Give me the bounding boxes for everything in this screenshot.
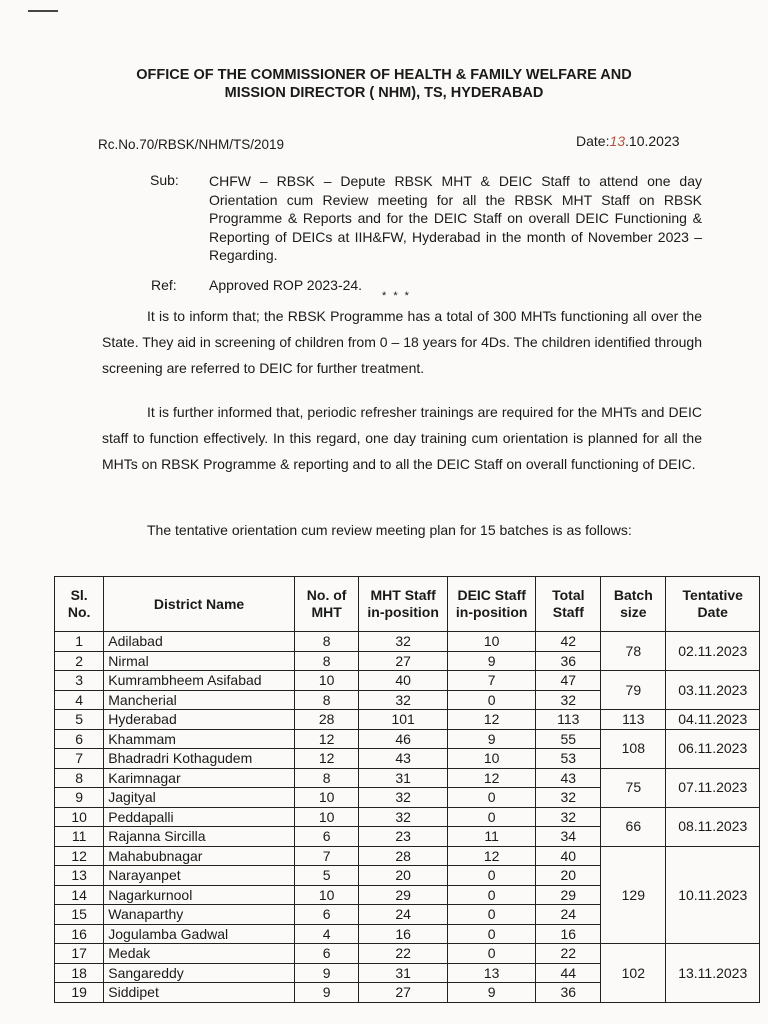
mht-count-cell: 6 [294,905,359,925]
total-staff-cell: 32 [536,807,601,827]
table-row [55,846,760,866]
deic-staff-cell: 0 [447,905,536,925]
ref-label: Ref: [151,277,177,293]
mht-staff-cell: 16 [359,924,448,944]
mht-count-cell: 10 [294,788,359,808]
total-staff-cell: 16 [536,924,601,944]
column-header: MHT Staff in-position [359,577,448,632]
total-staff-cell: 32 [536,788,601,808]
total-staff-cell: 32 [536,690,601,710]
mht-count-cell: 9 [294,963,359,983]
table-row [55,710,760,730]
date-label: Date: [576,133,610,149]
table-row [55,768,760,788]
mht-count-cell: 10 [294,807,359,827]
column-header: Total Staff [536,577,601,632]
tentative-date-cell: 04.11.2023 [666,710,760,730]
deic-staff-cell: 9 [447,729,536,749]
district-cell: Khammam [104,729,295,749]
serial-cell: 11 [55,827,104,847]
deic-staff-cell: 10 [447,632,536,652]
total-staff-cell: 42 [536,632,601,652]
serial-cell: 9 [55,788,104,808]
mht-staff-cell: 32 [359,690,448,710]
total-staff-cell: 113 [536,710,601,730]
paragraph-2 [102,399,702,477]
total-staff-cell: 36 [536,651,601,671]
mht-count-cell: 6 [294,944,359,964]
mht-staff-cell: 40 [359,671,448,691]
table-row [55,632,760,652]
date-day-handwritten: 13 [609,133,626,149]
total-staff-cell: 43 [536,768,601,788]
district-cell: Mahabubnagar [104,846,295,866]
column-header: DEIC Staff in-position [447,577,536,632]
district-cell: Jogulamba Gadwal [104,924,295,944]
deic-staff-cell: 0 [447,866,536,886]
serial-cell: 12 [55,846,104,866]
mht-count-cell: 4 [294,924,359,944]
table-row [55,729,760,749]
district-cell: Siddipet [104,983,295,1003]
deic-staff-cell: 0 [447,690,536,710]
serial-cell: 5 [55,710,104,730]
mht-staff-cell: 23 [359,827,448,847]
column-header: No. of MHT [294,577,359,632]
mht-staff-cell: 32 [359,632,448,652]
mht-staff-cell: 31 [359,963,448,983]
batch-size-cell: 79 [601,671,666,710]
deic-staff-cell: 7 [447,671,536,691]
header-line-1: OFFICE OF THE COMMISSIONER OF HEALTH & FAMILY WELFARE AND [136,67,632,83]
tentative-date-cell: 06.11.2023 [666,729,760,768]
column-header: Batch size [601,577,666,632]
batch-size-cell: 113 [601,710,666,730]
batch-size-cell: 75 [601,768,666,807]
mht-count-cell: 8 [294,690,359,710]
separator: * * * [382,290,411,302]
total-staff-cell: 24 [536,905,601,925]
mht-count-cell: 12 [294,749,359,769]
batch-size-cell: 129 [601,846,666,944]
tentative-date-cell: 03.11.2023 [666,671,760,710]
mht-count-cell: 8 [294,632,359,652]
deic-staff-cell: 0 [447,788,536,808]
total-staff-cell: 29 [536,885,601,905]
reference-number: Rc.No.70/RBSK/NHM/TS/2019 [98,137,285,152]
mht-count-cell: 9 [294,983,359,1003]
deic-staff-cell: 0 [447,885,536,905]
mht-staff-cell: 29 [359,885,448,905]
deic-staff-cell: 0 [447,944,536,964]
paragraph-3 [102,520,702,540]
district-cell: Kumrambheem Asifabad [104,671,295,691]
mht-staff-cell: 27 [359,983,448,1003]
district-cell: Karimnagar [104,768,295,788]
serial-cell: 4 [55,690,104,710]
total-staff-cell: 36 [536,983,601,1003]
mht-staff-cell: 32 [359,807,448,827]
mht-staff-cell: 101 [359,710,448,730]
column-header: Tentative Date [666,577,760,632]
serial-cell: 1 [55,632,104,652]
deic-staff-cell: 12 [447,846,536,866]
mht-count-cell: 10 [294,671,359,691]
deic-staff-cell: 12 [447,710,536,730]
table-row [55,807,760,827]
district-cell: Sangareddy [104,963,295,983]
serial-cell: 19 [55,983,104,1003]
serial-cell: 14 [55,885,104,905]
deic-staff-cell: 12 [447,768,536,788]
deic-staff-cell: 0 [447,807,536,827]
district-cell: Hyderabad [104,710,295,730]
mht-count-cell: 8 [294,768,359,788]
column-header: District Name [104,577,295,632]
tentative-date-cell: 02.11.2023 [666,632,760,671]
deic-staff-cell: 9 [447,983,536,1003]
district-cell: Bhadradri Kothagudem [104,749,295,769]
total-staff-cell: 20 [536,866,601,886]
serial-cell: 18 [55,963,104,983]
mht-staff-cell: 31 [359,768,448,788]
total-staff-cell: 34 [536,827,601,847]
paragraph-text: It is further informed that, periodic refresher trainings are required for the MHTs and DEIC staff to function effectively. In this regard, one day training cum orientation is planned for all the MHTs on RBSK Programme & reporting and to all the DEIC Staff on overall functioning of DEIC. [102,404,702,472]
date-rest: .10.2023 [625,133,680,149]
batch-size-cell: 102 [601,944,666,1003]
serial-cell: 7 [55,749,104,769]
batch-size-cell: 108 [601,729,666,768]
mht-staff-cell: 28 [359,846,448,866]
column-header: Sl. No. [55,577,104,632]
mht-count-cell: 8 [294,651,359,671]
serial-cell: 8 [55,768,104,788]
deic-staff-cell: 13 [447,963,536,983]
mht-staff-cell: 43 [359,749,448,769]
tentative-date-cell: 07.11.2023 [666,768,760,807]
district-cell: Rajanna Sircilla [104,827,295,847]
mht-staff-cell: 20 [359,866,448,886]
subject-text: CHFW – RBSK – Depute RBSK MHT & DEIC Staff to attend one day Orientation cum Review meeting for all the RBSK MHT Staff on RBSK Programme & Reports and for the DEIC Staff on overall DEIC Functioning & Reporting of DEICs at IIH&FW, Hyderabad in the month of November 2023 – Regarding. [209,173,702,263]
mht-staff-cell: 24 [359,905,448,925]
district-cell: Medak [104,944,295,964]
deic-staff-cell: 11 [447,827,536,847]
district-cell: Narayanpet [104,866,295,886]
batch-size-cell: 66 [601,807,666,846]
paragraph-1 [102,303,702,381]
district-cell: Peddapalli [104,807,295,827]
mht-staff-cell: 32 [359,788,448,808]
district-cell: Jagityal [104,788,295,808]
mht-staff-cell: 27 [359,651,448,671]
total-staff-cell: 47 [536,671,601,691]
paragraph-text: The tentative orientation cum review meeting plan for 15 batches is as follows: [147,522,632,538]
serial-cell: 6 [55,729,104,749]
mht-staff-cell: 22 [359,944,448,964]
total-staff-cell: 55 [536,729,601,749]
district-cell: Nirmal [104,651,295,671]
header-line-2: MISSION DIRECTOR ( NHM), TS, HYDERABAD [224,85,544,101]
serial-cell: 15 [55,905,104,925]
table-row [55,944,760,964]
batch-size-cell: 78 [601,632,666,671]
ref-text: Approved ROP 2023-24. [209,277,363,293]
mht-staff-cell: 46 [359,729,448,749]
paragraph-text: It is to inform that; the RBSK Programme has a total of 300 MHTs functioning all over the State. They aid in screening of children from 0 – 18 years for 4Ds. The children identified through screening are referred to DEIC for further treatment. [102,308,702,376]
tentative-date-cell: 10.11.2023 [666,846,760,944]
table-row [55,671,760,691]
batch-plan-table [54,576,760,1003]
mht-count-cell: 7 [294,846,359,866]
mht-count-cell: 12 [294,729,359,749]
serial-cell: 16 [55,924,104,944]
serial-cell: 10 [55,807,104,827]
deic-staff-cell: 9 [447,651,536,671]
top-mark [28,10,58,12]
total-staff-cell: 44 [536,963,601,983]
mht-count-cell: 28 [294,710,359,730]
deic-staff-cell: 0 [447,924,536,944]
mht-count-cell: 6 [294,827,359,847]
district-cell: Nagarkurnool [104,885,295,905]
serial-cell: 17 [55,944,104,964]
total-staff-cell: 40 [536,846,601,866]
serial-cell: 2 [55,651,104,671]
total-staff-cell: 22 [536,944,601,964]
tentative-date-cell: 13.11.2023 [666,944,760,1003]
serial-cell: 13 [55,866,104,886]
letter-date [576,133,680,149]
tentative-date-cell: 08.11.2023 [666,807,760,846]
total-staff-cell: 53 [536,749,601,769]
deic-staff-cell: 10 [447,749,536,769]
mht-count-cell: 10 [294,885,359,905]
district-cell: Mancherial [104,690,295,710]
district-cell: Wanaparthy [104,905,295,925]
serial-cell: 3 [55,671,104,691]
office-header [0,66,768,102]
district-cell: Adilabad [104,632,295,652]
mht-count-cell: 5 [294,866,359,886]
subject-label: Sub: [150,172,179,188]
